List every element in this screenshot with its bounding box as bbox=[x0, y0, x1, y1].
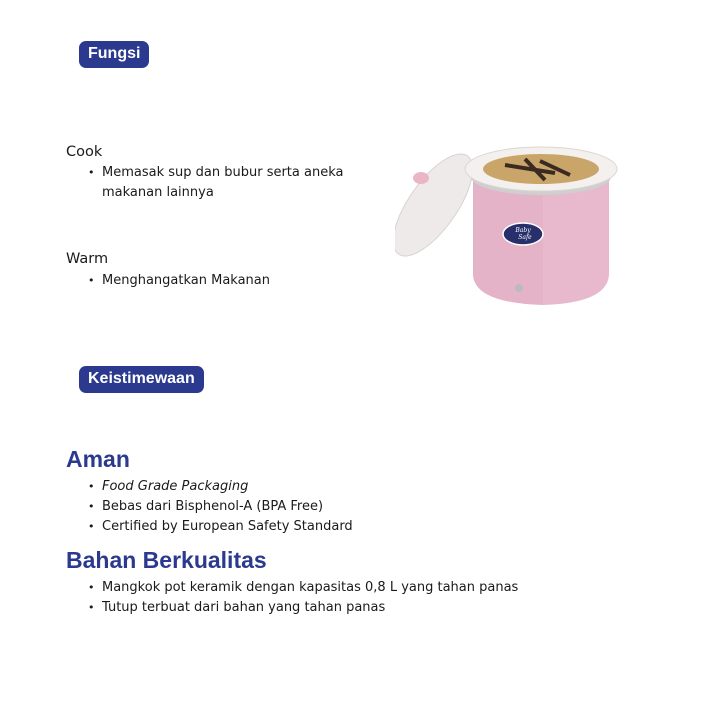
list-item: • Food Grade Packaging bbox=[88, 477, 548, 497]
svg-text:Safe: Safe bbox=[518, 234, 532, 241]
list-item: • Menghangatkan Makanan bbox=[88, 271, 388, 291]
aman-list bbox=[88, 477, 548, 537]
bahan-list bbox=[88, 578, 548, 618]
cook-heading: Cook bbox=[66, 144, 103, 160]
list-item: • Memasak sup dan bubur serta aneka makanan lainnya bbox=[88, 163, 388, 203]
list-item: • Tutup terbuat dari bahan yang tahan panas bbox=[88, 598, 548, 618]
list-item: • Certified by European Safety Standard bbox=[88, 517, 548, 537]
fungsi-badge: Fungsi bbox=[79, 41, 149, 68]
keistimewaan-badge: Keistimewaan bbox=[79, 366, 204, 393]
list-item: • Bebas dari Bisphenol-A (BPA Free) bbox=[88, 497, 548, 517]
warm-heading: Warm bbox=[66, 251, 109, 267]
brand-logo-text: Baby bbox=[515, 227, 531, 234]
cook-list bbox=[88, 163, 388, 203]
list-item: • Mangkok pot keramik dengan kapasitas 0,8 L yang tahan panas bbox=[88, 578, 548, 598]
slow-cooker-image bbox=[395, 125, 630, 315]
aman-heading: Aman bbox=[66, 446, 130, 472]
bahan-heading: Bahan Berkualitas bbox=[66, 547, 267, 573]
warm-list bbox=[88, 271, 388, 291]
